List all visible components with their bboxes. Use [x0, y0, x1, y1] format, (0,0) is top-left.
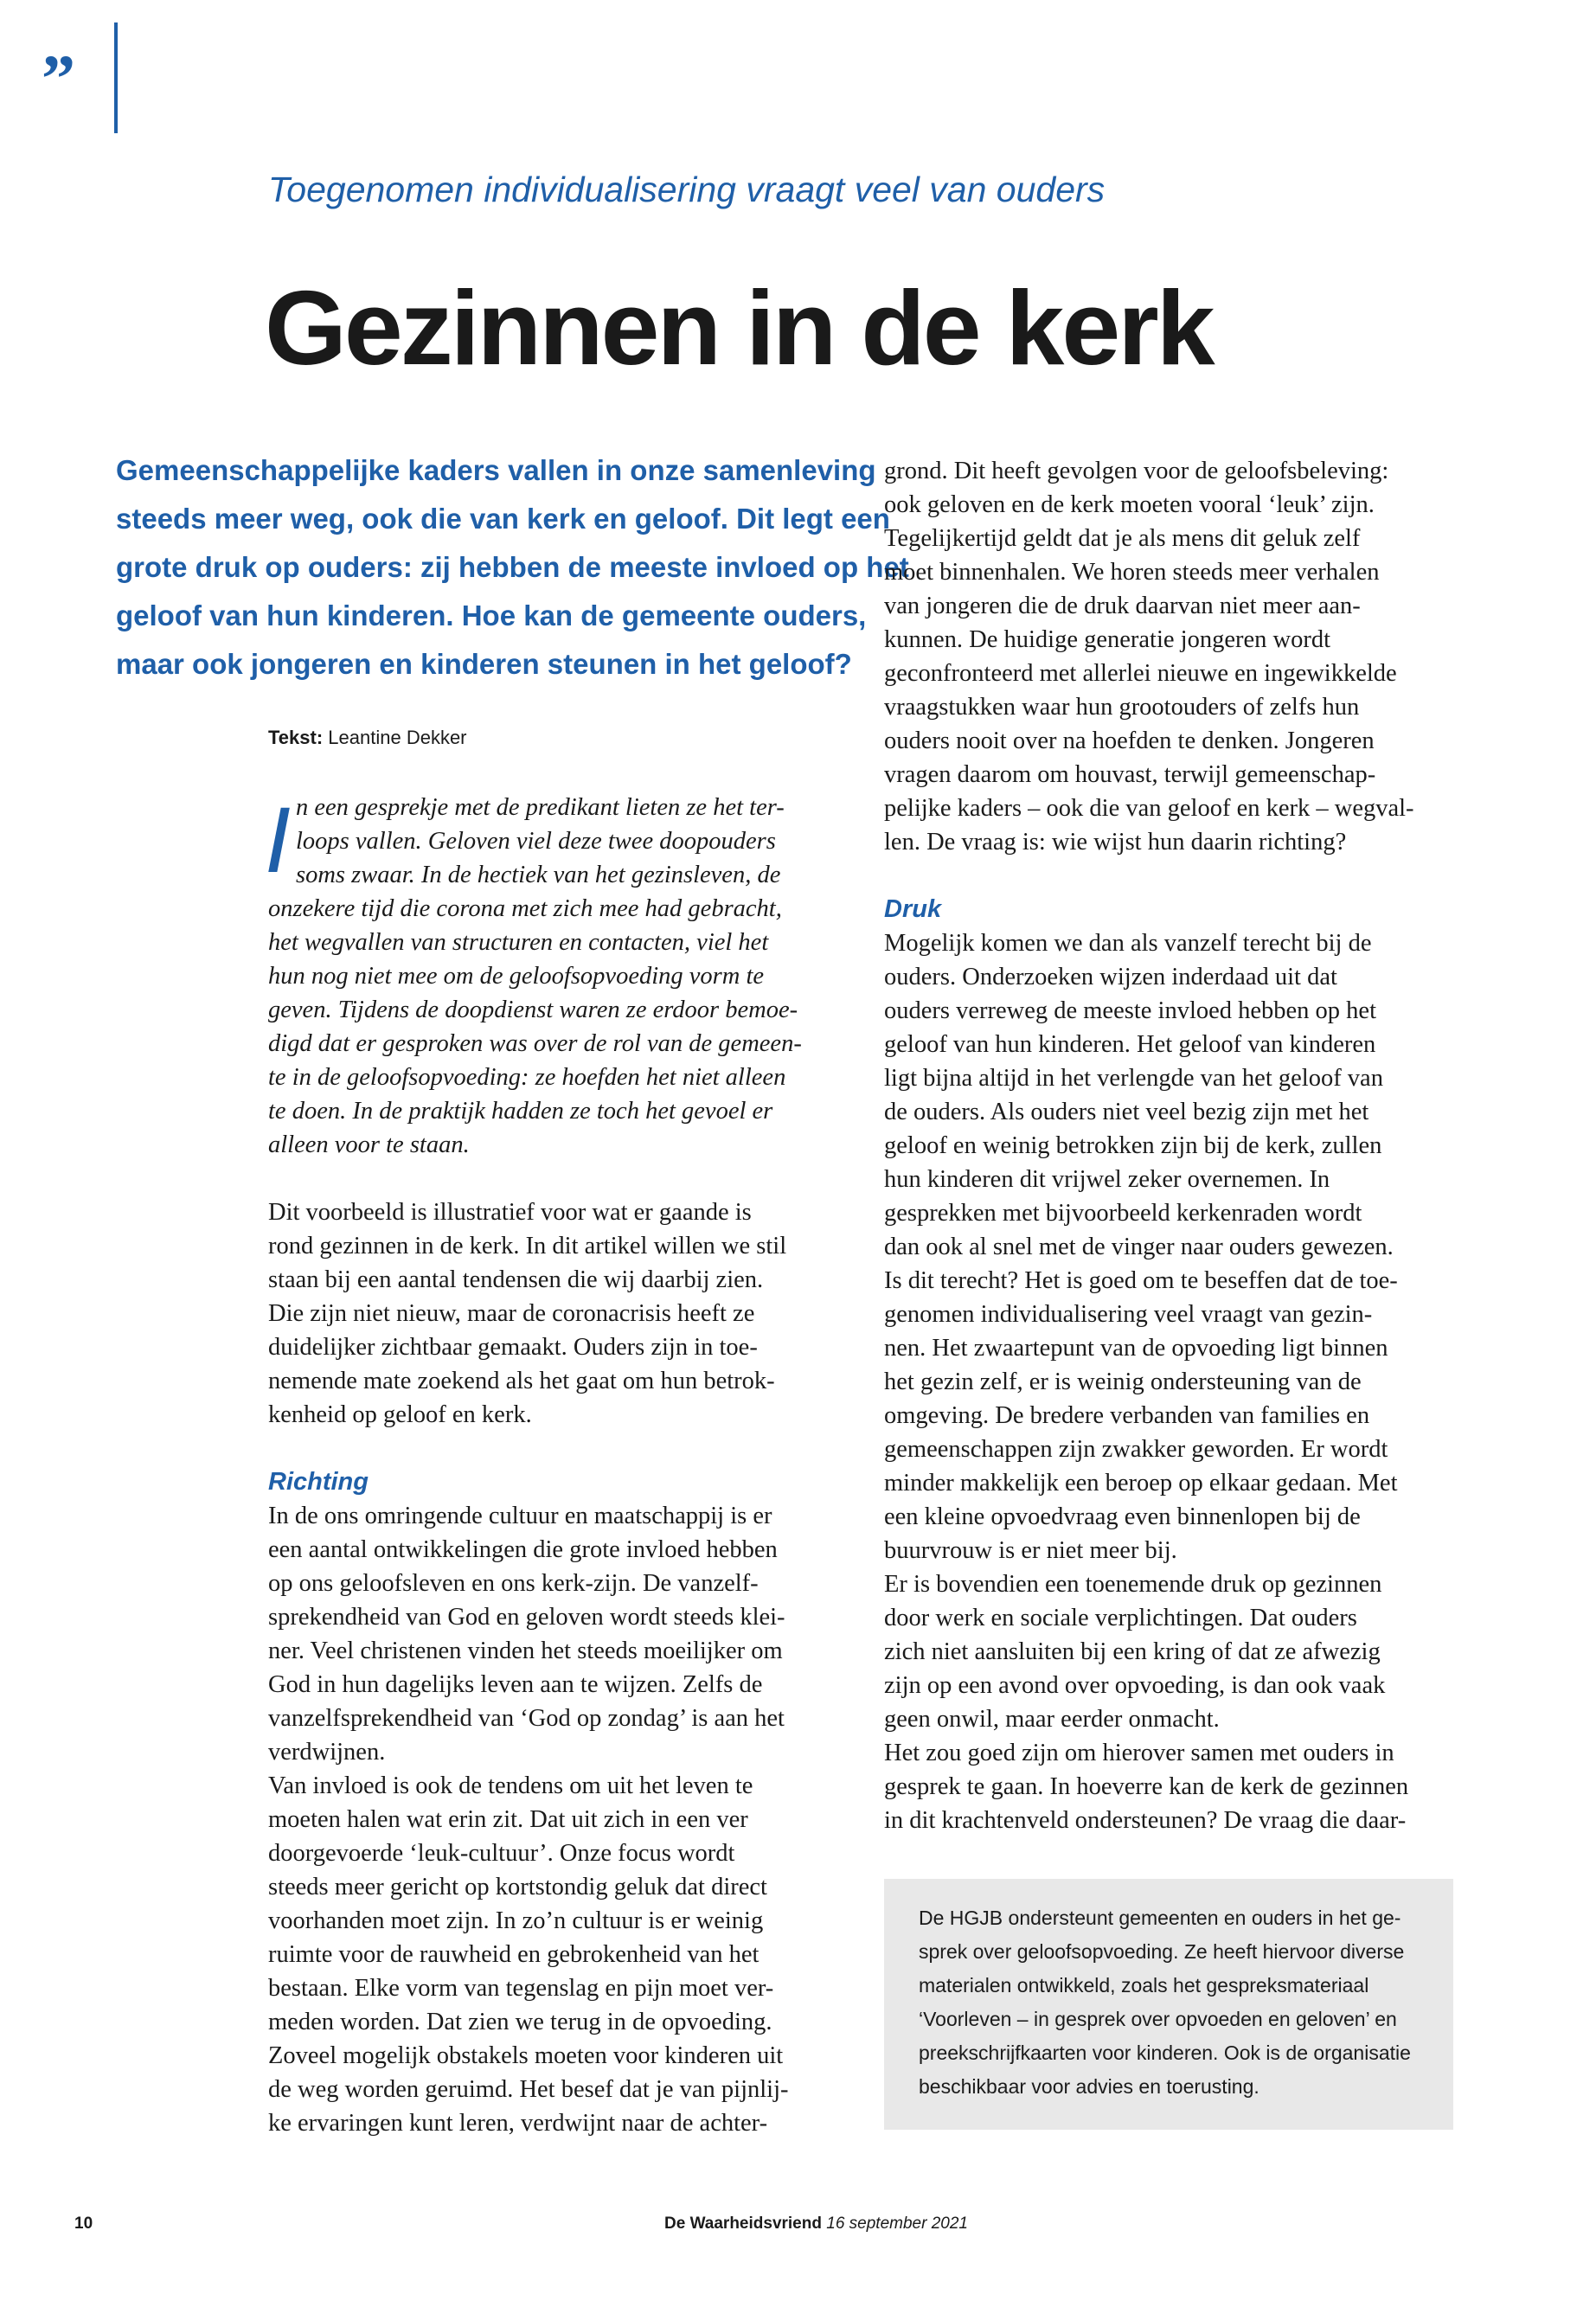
- body-line: zich niet aansluiten bij een kring of dat ze afwezig: [884, 1638, 1381, 1665]
- body-paragraph: [268, 1195, 839, 1432]
- page-number: 10: [74, 2214, 93, 2233]
- body-line: staan bij een aantal tendensen die wij daarbij zien.: [268, 1266, 764, 1293]
- intro-line: te in de geloofsopvoeding: ze hoefden het niet alleen: [268, 1064, 786, 1091]
- body-line: ook geloven en de kerk moeten vooral ‘leuk’ zijn.: [884, 491, 1375, 518]
- body-line: geloof van hun kinderen. Het geloof van kinderen: [884, 1031, 1376, 1058]
- info-box-line: materialen ontwikkeld, zoals het gespreksmateriaal: [919, 1974, 1369, 1997]
- body-line: omgeving. De bredere verbanden van families en: [884, 1402, 1370, 1429]
- body-line: een aantal ontwikkelingen die grote invloed hebben: [268, 1536, 778, 1563]
- body-line: de weg worden geruimd. Het besef dat je van pijnlij-: [268, 2076, 789, 2103]
- body-line: len. De vraag is: wie wijst hun daarin richting?: [884, 829, 1347, 856]
- lead-line: steeds meer weg, ook die van kerk en geloof. Dit legt een: [116, 503, 890, 535]
- byline-label: Tekst:: [268, 727, 324, 748]
- subhead-richting: Richting: [268, 1468, 369, 1496]
- body-line: sprekendheid van God en geloven wordt steeds klei-: [268, 1604, 785, 1631]
- intro-line: soms zwaar. In de hectiek van het gezinsleven, de: [296, 862, 781, 888]
- body-line: vanzelfsprekendheid van ‘God op zondag’ is aan het: [268, 1705, 785, 1732]
- paragraph-gap: [268, 1162, 839, 1195]
- paragraph-gap: [884, 859, 1455, 893]
- body-line: in dit krachtenveld ondersteunen? De vraag die daar-: [884, 1807, 1407, 1834]
- info-box-line: ‘Voorleven – in gesprek over opvoeden en geloven’ en: [919, 2008, 1397, 2030]
- body-line: nen. Het zwaartepunt van de opvoeding ligt binnen: [884, 1335, 1388, 1362]
- body-line: grond. Dit heeft gevolgen voor de geloofsbeleving:: [884, 458, 1389, 484]
- lead-line: grote druk op ouders: zij hebben de meeste invloed op het: [116, 551, 909, 583]
- body-line: geloof en weinig betrokken zijn bij de kerk, zullen: [884, 1132, 1382, 1159]
- body-paragraph: [884, 454, 1455, 859]
- footer-publication: [664, 2214, 968, 2234]
- body-line: rond gezinnen in de kerk. In dit artikel willen we stil: [268, 1233, 787, 1259]
- body-line: Het zou goed zijn om hierover samen met ouders in: [884, 1740, 1394, 1766]
- body-line: Van invloed is ook de tendens om uit het leven te: [268, 1772, 753, 1799]
- body-paragraph: [268, 1769, 839, 2140]
- body-line: gesprek te gaan. In hoeverre kan de kerk de gezinnen: [884, 1773, 1409, 1800]
- body-line: nemende mate zoekend als het gaat om hun betrok-: [268, 1368, 775, 1394]
- info-box-line: sprek over geloofsopvoeding. Ze heeft hiervoor diverse: [919, 1940, 1405, 1963]
- lead-line: geloof van hun kinderen. Hoe kan de gemeente ouders,: [116, 599, 867, 631]
- right-column: [884, 454, 1455, 1837]
- body-line: steeds meer gericht op kortstondig geluk dat direct: [268, 1874, 767, 1900]
- body-line: hun kinderen dit vrijwel zeker overnemen. In: [884, 1166, 1330, 1193]
- body-line: het gezin zelf, er is weinig ondersteuning van de: [884, 1368, 1362, 1395]
- body-line: genomen individualisering veel vraagt van gezin-: [884, 1301, 1373, 1328]
- article-lead: [116, 446, 909, 689]
- intro-line: digd dat er gesproken was over de rol van de gemeen-: [268, 1030, 802, 1057]
- body-line: ouders verreweg de meeste invloed hebben op het: [884, 997, 1376, 1024]
- body-line: ouders. Onderzoeken wijzen inderdaad uit dat: [884, 964, 1337, 990]
- body-line: ouders nooit over na hoefden te denken. Jongeren: [884, 727, 1375, 754]
- body-line: voorhanden moet zijn. In zo’n cultuur is er weinig: [268, 1907, 764, 1934]
- body-line: van jongeren die de druk daarvan niet meer aan-: [884, 593, 1361, 619]
- publication-date: 16 september 2021: [826, 2214, 968, 2233]
- subhead-druk: Druk: [884, 895, 942, 923]
- body-line: kunnen. De huidige generatie jongeren wordt: [884, 626, 1330, 653]
- paragraph-gap: [268, 1432, 839, 1465]
- body-line: kenheid op geloof en kerk.: [268, 1401, 532, 1428]
- intro-line: loops vallen. Geloven viel deze twee doopouders: [296, 828, 776, 855]
- body-line: duidelijker zichtbaar gemaakt. Ouders zijn in toe-: [268, 1334, 758, 1361]
- info-box-line: preekschrijfkaarten voor kinderen. Ook is de organisatie: [919, 2041, 1411, 2064]
- body-line: vragen daarom om houvast, terwijl gemeenschap-: [884, 761, 1376, 788]
- body-paragraph: [884, 926, 1455, 1567]
- body-line: vraagstukken waar hun grootouders of zelfs hun: [884, 694, 1360, 721]
- body-line: bestaan. Elke vorm van tegenslag en pijn moet ver-: [268, 1975, 774, 2002]
- info-box-line: De HGJB ondersteunt gemeenten en ouders in het ge-: [919, 1907, 1401, 1929]
- intro-line: n een gesprekje met de predikant lieten ze het ter-: [296, 794, 785, 821]
- body-line: verdwijnen.: [268, 1739, 386, 1766]
- body-line: Mogelijk komen we dan als vanzelf terecht bij de: [884, 930, 1372, 957]
- body-line: doorgevoerde ‘leuk-cultuur’. Onze focus wordt: [268, 1840, 735, 1867]
- publication-name: De Waarheidsvriend: [664, 2214, 822, 2233]
- body-line: ruimte voor de rauwheid en gebrokenheid van het: [268, 1941, 760, 1968]
- left-column: [265, 787, 839, 2140]
- lead-line: Gemeenschappelijke kaders vallen in onze samenleving: [116, 454, 876, 486]
- body-line: Dit voorbeeld is illustratief voor wat er gaande is: [268, 1199, 752, 1226]
- body-line: een kleine opvoedvraag even binnenlopen bij de: [884, 1503, 1361, 1530]
- intro-line: alleen voor te staan.: [268, 1131, 470, 1158]
- body-line: op ons geloofsleven en ons kerk-zijn. De vanzelf-: [268, 1570, 759, 1597]
- body-line: pelijke kaders – ook die van geloof en kerk – wegval-: [884, 795, 1414, 822]
- intro-line: te doen. In de praktijk hadden ze toch het gevoel er: [268, 1098, 773, 1125]
- lead-line: maar ook jongeren en kinderen steunen in het geloof?: [116, 648, 852, 680]
- intro-line: geven. Tijdens de doopdienst waren ze erdoor bemoe-: [268, 997, 798, 1023]
- body-line: geen onwil, maar eerder onmacht.: [884, 1706, 1220, 1733]
- body-line: meden worden. Dat zien we terug in de opvoeding.: [268, 2009, 772, 2035]
- drop-cap: I: [265, 787, 292, 892]
- body-line: ke ervaringen kunt leren, verdwijnt naar de achter-: [268, 2110, 768, 2137]
- body-paragraph: [884, 1567, 1455, 1736]
- body-line: ner. Veel christenen vinden het steeds moeilijker om: [268, 1638, 783, 1664]
- body-line: Tegelijkertijd geldt dat je als mens dit geluk zelf: [884, 525, 1361, 552]
- byline: [268, 727, 467, 749]
- body-line: zijn op een avond over opvoeding, is dan ook vaak: [884, 1672, 1386, 1699]
- article-kicker: Toegenomen individualisering vraagt veel van ouders: [268, 170, 1106, 209]
- byline-author: Leantine Dekker: [328, 727, 467, 748]
- intro-line: onzekere tijd die corona met zich mee had gebracht,: [268, 895, 782, 922]
- info-box: [884, 1879, 1453, 2130]
- body-line: In de ons omringende cultuur en maatschappij is er: [268, 1503, 772, 1529]
- info-box-line: beschikbaar voor advies en toerusting.: [919, 2075, 1259, 2098]
- body-line: God in hun dagelijks leven aan te wijzen. Zelfs de: [268, 1671, 763, 1698]
- body-line: minder makkelijk een beroep op elkaar gedaan. Met: [884, 1470, 1398, 1497]
- body-line: buurvrouw is er niet meer bij.: [884, 1537, 1177, 1564]
- quote-mark-icon: ”: [42, 41, 75, 116]
- body-line: moeten halen wat erin zit. Dat uit zich in een ver: [268, 1806, 748, 1833]
- header-divider: [114, 22, 118, 133]
- body-line: Er is bovendien een toenemende druk op gezinnen: [884, 1571, 1382, 1598]
- body-line: gesprekken met bijvoorbeeld kerkenraden wordt: [884, 1200, 1362, 1227]
- article-title: Gezinnen in de kerk: [265, 269, 1213, 387]
- body-line: moet binnenhalen. We horen steeds meer verhalen: [884, 559, 1380, 586]
- body-line: Is dit terecht? Het is goed om te beseffen dat de toe-: [884, 1267, 1398, 1294]
- body-line: ligt bijna altijd in het verlengde van het geloof van: [884, 1065, 1383, 1092]
- intro-line: hun nog niet mee om de geloofsopvoeding vorm te: [268, 963, 765, 990]
- body-line: de ouders. Als ouders niet veel bezig zijn met het: [884, 1099, 1369, 1125]
- body-paragraph: [884, 1736, 1455, 1837]
- intro-paragraph: [265, 787, 839, 1162]
- intro-line: het wegvallen van structuren en contacten, viel het: [268, 929, 769, 956]
- body-line: Zoveel mogelijk obstakels moeten voor kinderen uit: [268, 2042, 784, 2069]
- body-line: dan ook al snel met de vinger naar ouders gewezen.: [884, 1234, 1394, 1260]
- body-line: Die zijn niet nieuw, maar de coronacrisis heeft ze: [268, 1300, 755, 1327]
- body-paragraph: [268, 1499, 839, 1769]
- body-line: gemeenschappen zijn zwakker geworden. Er wordt: [884, 1436, 1388, 1463]
- body-line: door werk en sociale verplichtingen. Dat ouders: [884, 1605, 1357, 1631]
- body-line: geconfronteerd met allerlei nieuwe en ingewikkelde: [884, 660, 1397, 687]
